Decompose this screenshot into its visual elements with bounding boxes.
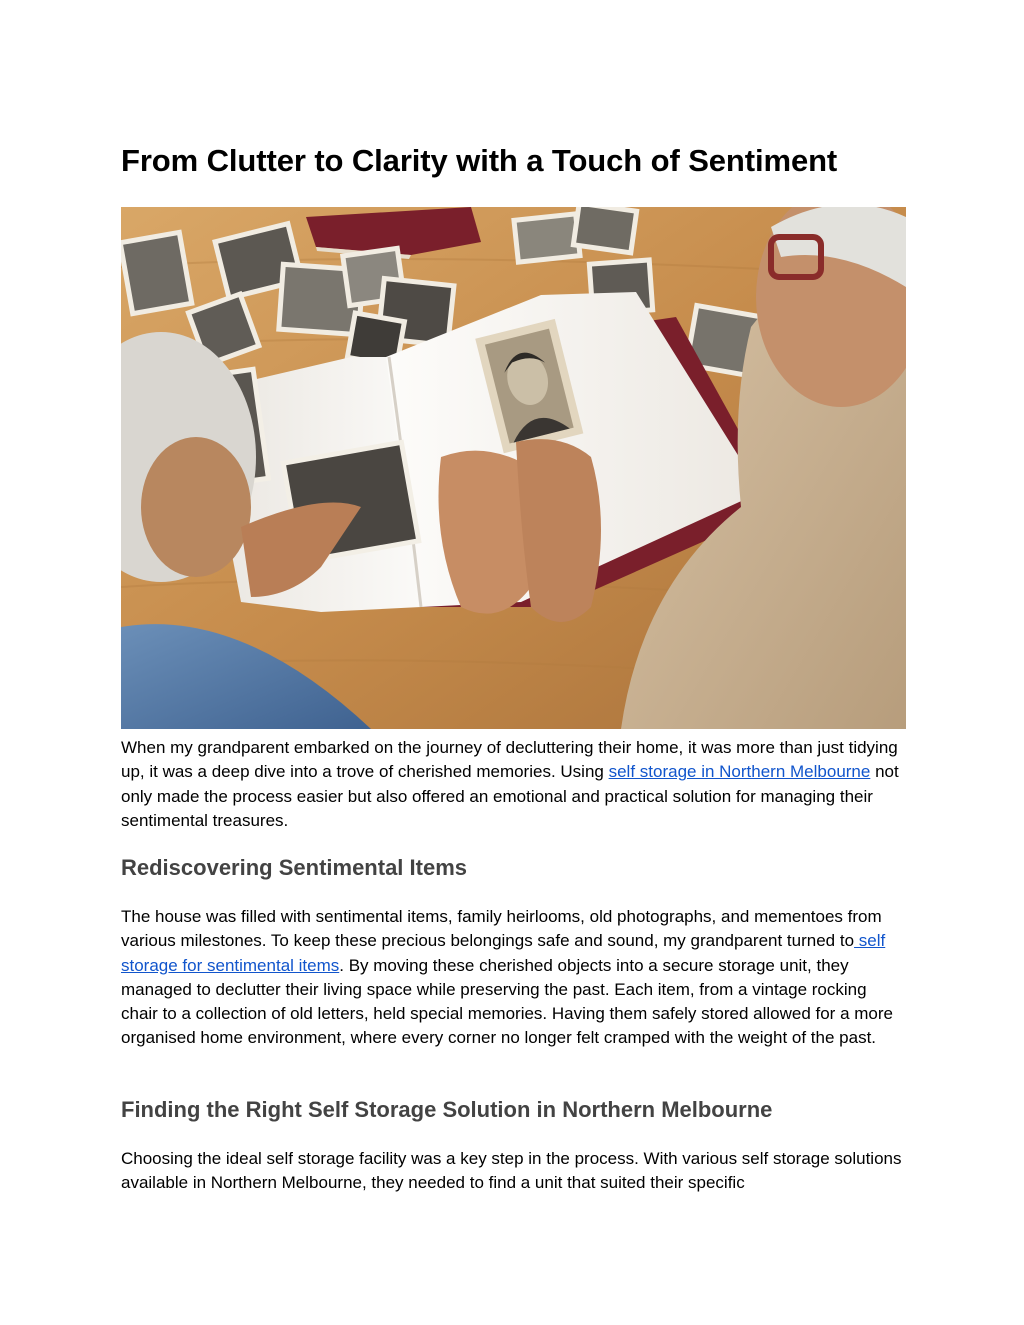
heading-finding-storage: Finding the Right Self Storage Solution in Northern Melbourne <box>121 1097 773 1122</box>
rediscovering-paragraph: The house was filled with sentimental items, family heirlooms, old photographs, and mementoes from various milestones. To keep these precious belongings safe and sound, my grandparent turned to self storage for sentimental items. By moving these cherished objects into a secure storage unit, they managed to declutter their living space while preserving the past. Each item, from a vintage rocking chair to a collection of old letters, held special memories. Having them safely stored allowed for a more organised home environment, where every corner no longer felt cramped with the weight of the past. <box>121 907 893 1048</box>
hero-image-photo-album <box>121 207 906 729</box>
finding-storage-paragraph: Choosing the ideal self storage facility was a key step in the process. With various self storage solutions available in Northern Melbourne, they needed to find a unit that suited their specific <box>121 1149 902 1193</box>
intro-paragraph: When my grandparent embarked on the journey of decluttering their home, it was more than just tidying up, it was a deep dive into a trove of cherished memories. Using self storage in Northern Melbourne not only made the process easier but also offered an emotional and practical solution for managing their sentimental treasures. <box>121 738 899 830</box>
link-self-storage-sentimental-items[interactable]: self storage for sentimental items <box>121 931 886 975</box>
link-self-storage-northern-melbourne[interactable]: self storage in Northern Melbourne <box>608 762 871 782</box>
article-title: From Clutter to Clarity with a Touch of Sentiment <box>121 143 838 178</box>
heading-rediscovering: Rediscovering Sentimental Items <box>121 855 467 880</box>
